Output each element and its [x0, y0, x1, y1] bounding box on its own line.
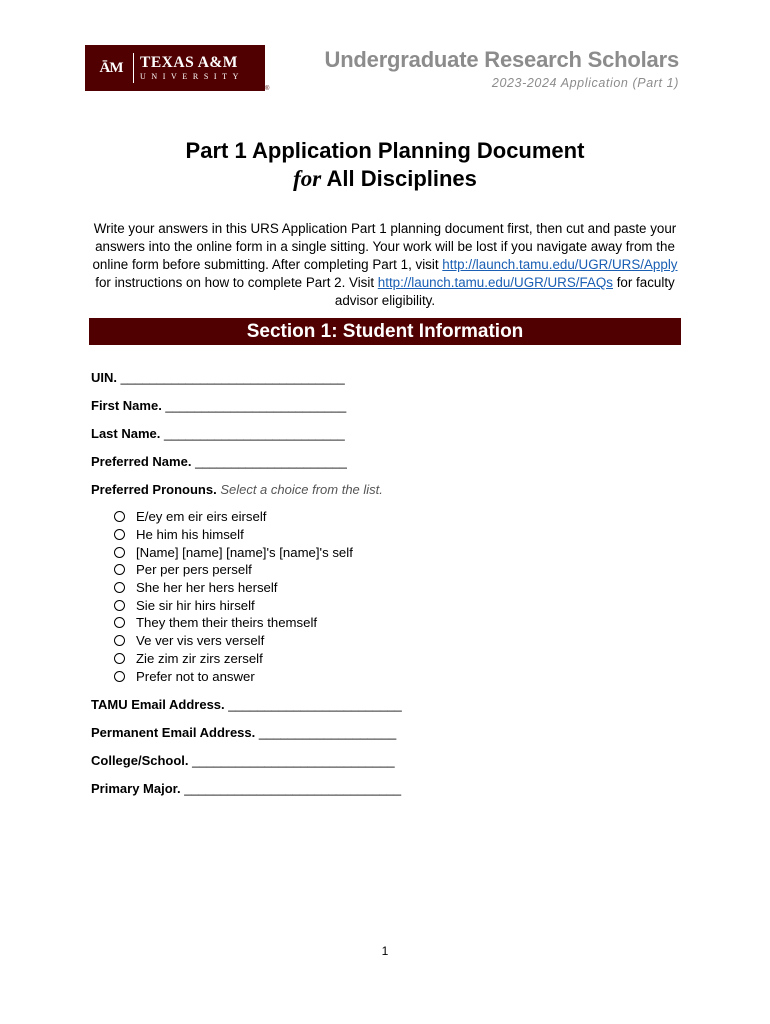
tamu-email-field[interactable] — [91, 697, 402, 712]
intro-text-2: for instructions on how to complete Part 2. Visit — [95, 275, 378, 290]
radio-circle-icon[interactable] — [114, 511, 125, 522]
radio-circle-icon[interactable] — [114, 529, 125, 540]
preferred-pronouns-field — [91, 482, 383, 497]
pronoun-option-label: [Name] [name] [name]'s [name]'s self — [136, 544, 353, 560]
pronoun-option[interactable] — [114, 579, 353, 597]
pronoun-option[interactable] — [114, 596, 353, 614]
pronoun-option-label: E/ey em eir eirs eirself — [136, 509, 267, 525]
pronoun-option[interactable] — [114, 526, 353, 544]
pronoun-option[interactable] — [114, 650, 353, 668]
uin-label: UIN. — [91, 370, 117, 385]
pronoun-option-label: She her her hers herself — [136, 580, 278, 596]
pronoun-option-label: Per per pers perself — [136, 562, 252, 578]
pronoun-option-label: Sie sir hir hirs hirself — [136, 597, 255, 613]
intro-text-3: for faculty advisor eligibility. — [334, 275, 675, 308]
radio-circle-icon[interactable] — [114, 635, 125, 646]
logo-line-texas-am: TEXAS A&M — [140, 54, 238, 71]
preferred-name-field[interactable] — [91, 454, 347, 469]
preferred-pronouns-label: Preferred Pronouns. — [91, 482, 217, 497]
first-name-field[interactable] — [91, 398, 346, 413]
pronoun-option[interactable] — [114, 561, 353, 579]
permanent-email-label: Permanent Email Address. — [91, 725, 256, 740]
radio-circle-icon[interactable] — [114, 564, 125, 575]
logo-divider — [133, 53, 134, 83]
intro-text-1: Write your answers in this URS Application Part 1 planning document first, then cut and paste your answers into the online form in a single sitting. Your work will be lost if you navigate away from the online form before submitting. After completing Part 1, visit — [92, 221, 677, 272]
document-subtitle — [0, 166, 770, 192]
radio-circle-icon[interactable] — [114, 653, 125, 664]
permanent-email-blank[interactable]: ___________________ — [255, 725, 397, 740]
logo-line-university: UNIVERSITY — [140, 72, 244, 81]
pronoun-option-label: He him his himself — [136, 527, 244, 543]
page-number: 1 — [381, 944, 389, 958]
radio-circle-icon[interactable] — [114, 671, 125, 682]
pronoun-option[interactable] — [114, 508, 353, 526]
college-school-blank[interactable]: ____________________________ — [188, 753, 395, 768]
title-for-word: for — [293, 166, 322, 191]
pronoun-option[interactable] — [114, 632, 353, 650]
logo-wordmark — [140, 54, 244, 82]
pronoun-option-label: Ve ver vis vers verself — [136, 633, 265, 649]
intro-paragraph — [92, 220, 678, 310]
document-title: Part 1 Application Planning Document — [185, 138, 585, 163]
radio-circle-icon[interactable] — [114, 617, 125, 628]
pronoun-option-label: Prefer not to answer — [136, 668, 255, 684]
header-title: Undergraduate Research Scholars — [324, 47, 679, 72]
last-name-field[interactable] — [91, 426, 345, 441]
title-disciplines: All Disciplines — [321, 166, 477, 191]
first-name-label: First Name. — [91, 398, 162, 413]
pronoun-option[interactable] — [114, 543, 353, 561]
tamu-logo — [85, 45, 265, 91]
header-subtitle: 2023-2024 Application (Part 1) — [491, 76, 679, 90]
pronoun-option[interactable] — [114, 614, 353, 632]
college-school-field[interactable] — [91, 753, 395, 768]
registered-mark: ® — [265, 86, 270, 92]
preferred-pronouns-hint: Select a choice from the list. — [216, 482, 383, 497]
apply-link[interactable]: http://launch.tamu.edu/UGR/URS/Apply — [442, 257, 678, 272]
atm-logo-mark-icon: ĀM — [99, 59, 123, 76]
pronoun-option[interactable] — [114, 667, 353, 685]
primary-major-blank[interactable]: ______________________________ — [180, 781, 402, 796]
tamu-email-label: TAMU Email Address. — [91, 697, 225, 712]
last-name-label: Last Name. — [91, 426, 161, 441]
primary-major-field[interactable] — [91, 781, 401, 796]
section-1-heading: Section 1: Student Information — [89, 318, 681, 345]
uin-field[interactable] — [91, 370, 345, 385]
tamu-email-blank[interactable]: ________________________ — [224, 697, 402, 712]
uin-blank[interactable]: _______________________________ — [117, 370, 345, 385]
radio-circle-icon[interactable] — [114, 547, 125, 558]
first-name-blank[interactable]: _________________________ — [161, 398, 347, 413]
faqs-link[interactable]: http://launch.tamu.edu/UGR/URS/FAQs — [377, 275, 613, 290]
pronoun-option-label: They them their theirs themself — [136, 615, 318, 631]
pronoun-options-list — [114, 508, 353, 685]
preferred-name-blank[interactable]: _____________________ — [191, 454, 347, 469]
permanent-email-field[interactable] — [91, 725, 396, 740]
radio-circle-icon[interactable] — [114, 582, 125, 593]
last-name-blank[interactable]: _________________________ — [160, 426, 345, 441]
radio-circle-icon[interactable] — [114, 600, 125, 611]
pronoun-option-label: Zie zim zir zirs zerself — [136, 650, 263, 666]
college-school-label: College/School. — [91, 753, 189, 768]
preferred-name-label: Preferred Name. — [91, 454, 192, 469]
primary-major-label: Primary Major. — [91, 781, 181, 796]
